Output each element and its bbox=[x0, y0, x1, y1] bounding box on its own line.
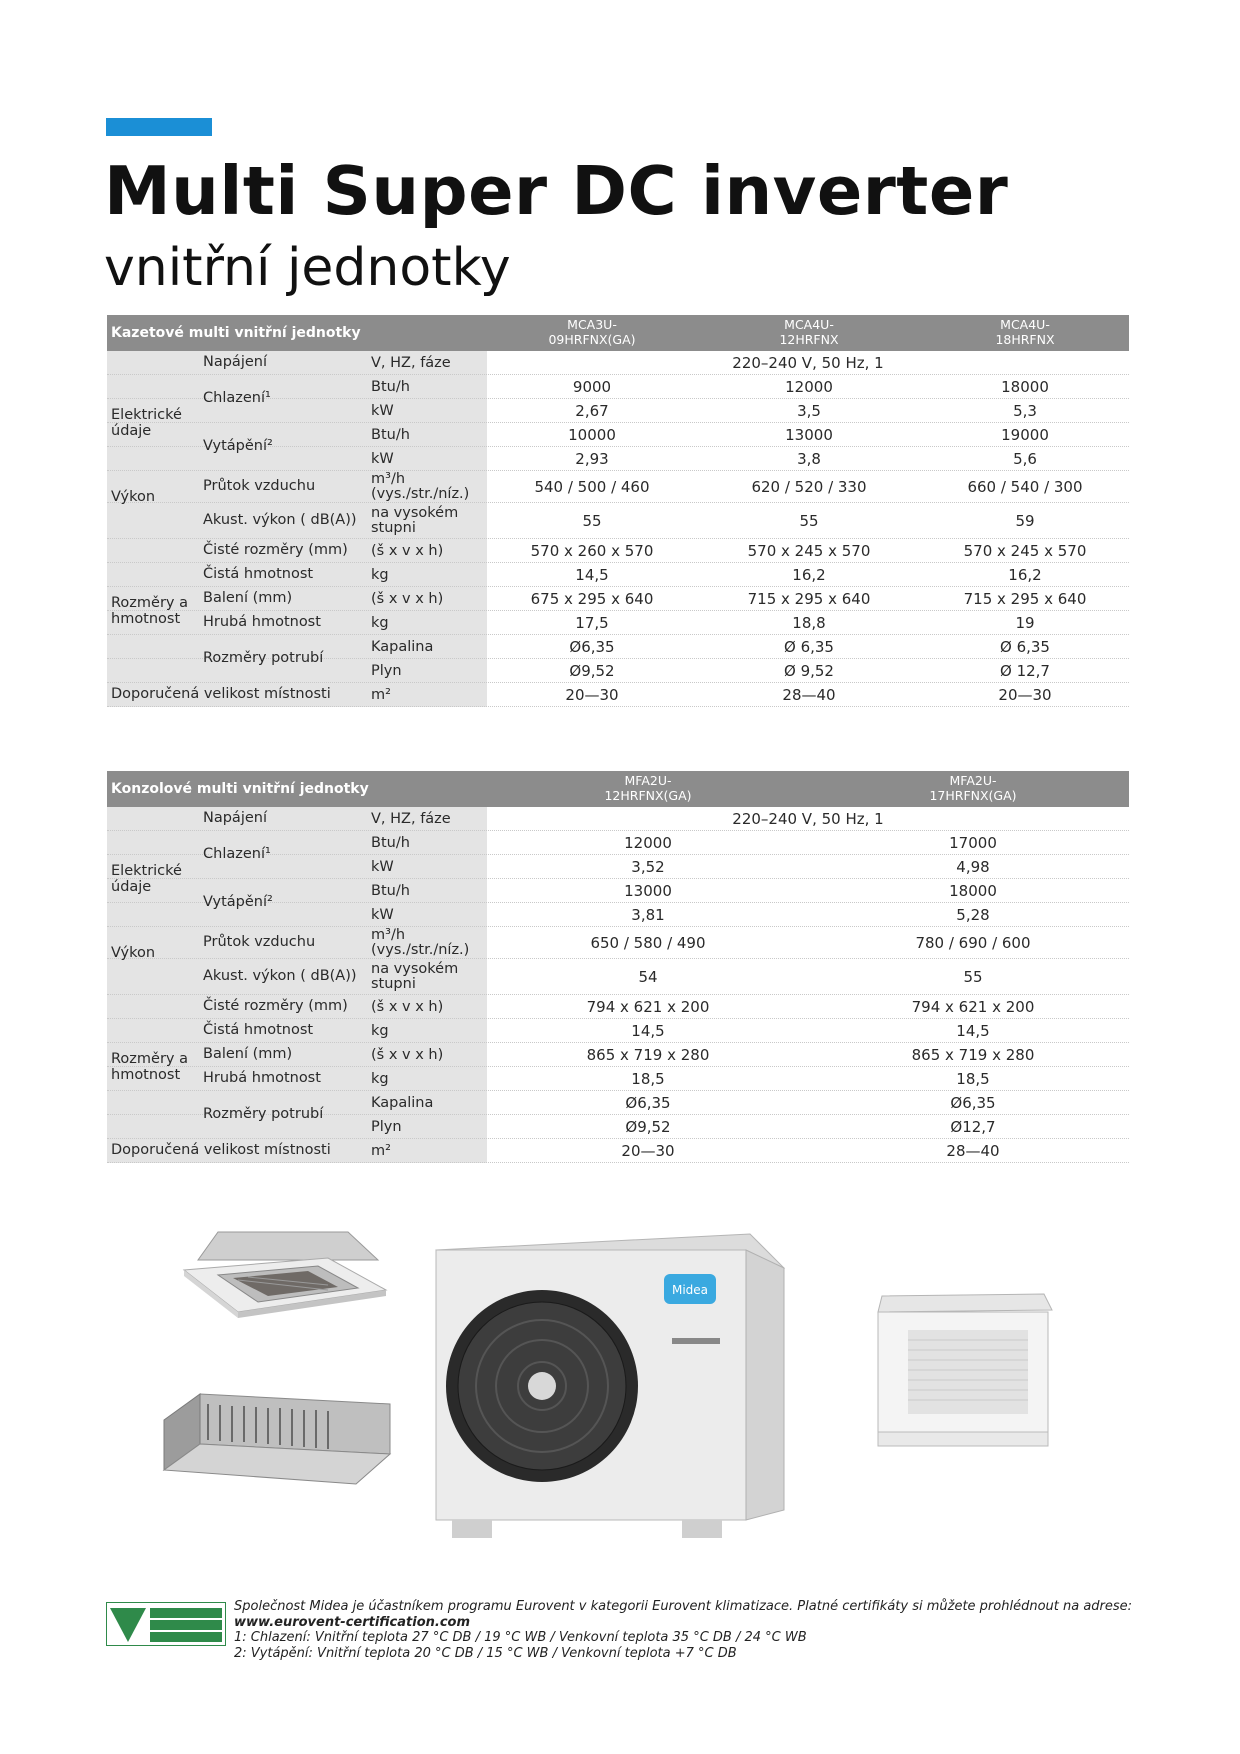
row-value: 13000 bbox=[624, 882, 672, 900]
row-unit: Btu/h bbox=[371, 834, 410, 851]
console-unit-image bbox=[868, 1290, 1058, 1452]
row-value: 18000 bbox=[949, 882, 997, 900]
row-group-label: Výkon bbox=[111, 489, 156, 505]
row-value: 28—40 bbox=[946, 1142, 1000, 1160]
table-row bbox=[107, 1067, 1129, 1091]
row-sublabel: Rozměry potrubí bbox=[203, 1106, 324, 1122]
row-value: 3,52 bbox=[631, 858, 665, 876]
row-unit: kW bbox=[371, 858, 394, 875]
row-value: 865 x 719 x 280 bbox=[586, 1046, 710, 1064]
table-row bbox=[107, 539, 1129, 563]
row-unit: (š x v x h) bbox=[371, 590, 444, 607]
row-sublabel: Rozměry potrubí bbox=[203, 650, 324, 666]
row-value: 55 bbox=[799, 512, 819, 530]
row-label: Balení (mm) bbox=[203, 1046, 293, 1062]
table-row bbox=[107, 807, 1129, 831]
row-value: 865 x 719 x 280 bbox=[911, 1046, 1035, 1064]
footer-note2: 2: Vytápění: Vnitřní teplota 20 °C DB / 15 °C WB / Venkovní teplota +7 °C DB bbox=[234, 1645, 737, 1661]
row-sublabel: Chlazení¹ bbox=[203, 846, 271, 862]
model-header: MFA2U- 17HRFNX(GA) bbox=[929, 773, 1017, 803]
model-header: MFA2U- 12HRFNX(GA) bbox=[604, 773, 692, 803]
row-unit: na vysokém stupni bbox=[371, 961, 459, 992]
row-unit: Kapalina bbox=[371, 638, 434, 655]
row-label: Čistá hmotnost bbox=[203, 566, 314, 582]
row-unit: kg bbox=[371, 1022, 389, 1039]
table-row bbox=[107, 1139, 1129, 1163]
row-sublabel: Vytápění² bbox=[203, 438, 273, 454]
footer-notes bbox=[234, 1599, 1132, 1661]
table-row bbox=[107, 959, 1129, 995]
row-value: 54 bbox=[638, 968, 658, 986]
svg-text:Midea: Midea bbox=[671, 1283, 709, 1297]
table-row bbox=[107, 587, 1129, 611]
row-unit: V, HZ, fáze bbox=[371, 354, 451, 371]
row-value: 220–240 V, 50 Hz, 1 bbox=[732, 810, 884, 828]
row-unit: Plyn bbox=[371, 662, 402, 679]
row-value: 12000 bbox=[785, 378, 833, 396]
model-header: MCA4U- 18HRFNX bbox=[995, 317, 1055, 347]
row-label: Doporučená velikost místnosti bbox=[111, 686, 331, 702]
page-subtitle: vnitřní jednotky bbox=[104, 238, 511, 298]
row-value: Ø9,52 bbox=[569, 662, 615, 680]
page-title: Multi Super DC inverter bbox=[104, 152, 1009, 230]
row-value: 715 x 295 x 640 bbox=[747, 590, 871, 608]
row-label: Průtok vzduchu bbox=[203, 478, 316, 494]
row-value: Ø 6,35 bbox=[784, 638, 834, 656]
row-unit: Btu/h bbox=[371, 882, 410, 899]
row-value: 14,5 bbox=[631, 1022, 665, 1040]
row-value: 780 / 690 / 600 bbox=[915, 934, 1031, 952]
row-value: 660 / 540 / 300 bbox=[967, 478, 1083, 496]
row-value: 4,98 bbox=[956, 858, 990, 876]
row-value: 650 / 580 / 490 bbox=[590, 934, 706, 952]
row-value: 20—30 bbox=[565, 686, 619, 704]
model-header: MCA4U- 12HRFNX bbox=[779, 317, 839, 347]
row-label: Čisté rozměry (mm) bbox=[203, 998, 348, 1014]
row-label: Akust. výkon ( dB(A)) bbox=[203, 968, 357, 984]
table-row bbox=[107, 471, 1129, 503]
row-unit: m² bbox=[371, 1142, 391, 1159]
row-value: 675 x 295 x 640 bbox=[530, 590, 654, 608]
row-value: 3,8 bbox=[797, 450, 821, 468]
row-unit: kg bbox=[371, 614, 389, 631]
row-value: 10000 bbox=[568, 426, 616, 444]
row-group-label: Výkon bbox=[111, 945, 156, 961]
row-value: 17,5 bbox=[575, 614, 609, 632]
row-value: 17000 bbox=[949, 834, 997, 852]
table-header-title: Kazetové multi vnitřní jednotky bbox=[111, 325, 361, 341]
row-value: 715 x 295 x 640 bbox=[963, 590, 1087, 608]
row-label: Doporučená velikost místnosti bbox=[111, 1142, 331, 1158]
row-value: 18,8 bbox=[792, 614, 826, 632]
table-row bbox=[107, 1019, 1129, 1043]
row-value: 570 x 245 x 570 bbox=[747, 542, 871, 560]
row-value: 2,93 bbox=[575, 450, 609, 468]
row-value: 20—30 bbox=[998, 686, 1052, 704]
row-group-label: Elektrické údaje bbox=[111, 407, 182, 439]
footer-note1: 1: Chlazení: Vnitřní teplota 27 °C DB / 19 °C WB / Venkovní teplota 35 °C DB / 24 °C WB bbox=[234, 1630, 807, 1645]
row-label: Průtok vzduchu bbox=[203, 934, 316, 950]
table-header-title: Konzolové multi vnitřní jednotky bbox=[111, 781, 369, 797]
row-label: Hrubá hmotnost bbox=[203, 614, 321, 630]
row-unit: (š x v x h) bbox=[371, 998, 444, 1015]
row-unit: kg bbox=[371, 566, 389, 583]
row-unit: m³/h (vys./str./níz.) bbox=[371, 927, 470, 958]
row-unit: (š x v x h) bbox=[371, 1046, 444, 1063]
row-value: 28—40 bbox=[782, 686, 836, 704]
row-value: 19000 bbox=[1001, 426, 1049, 444]
row-unit: (š x v x h) bbox=[371, 542, 444, 559]
table-row bbox=[107, 503, 1129, 539]
table-row bbox=[107, 683, 1129, 707]
table-header bbox=[107, 771, 1129, 807]
row-value: 5,28 bbox=[956, 906, 990, 924]
row-value: 12000 bbox=[624, 834, 672, 852]
row-value: Ø12,7 bbox=[950, 1118, 996, 1136]
row-value: 620 / 520 / 330 bbox=[751, 478, 867, 496]
footer-link[interactable]: www.eurovent-certification.com bbox=[234, 1614, 470, 1630]
row-value: Ø 9,52 bbox=[784, 662, 834, 680]
row-value: 18,5 bbox=[956, 1070, 990, 1088]
row-unit: Kapalina bbox=[371, 1094, 434, 1111]
row-value: 5,3 bbox=[1013, 402, 1037, 420]
row-value: 19 bbox=[1015, 614, 1035, 632]
row-value: Ø 12,7 bbox=[1000, 662, 1050, 680]
row-value: Ø9,52 bbox=[625, 1118, 671, 1136]
row-group-label: Rozměry a hmotnost bbox=[111, 595, 188, 627]
row-value: Ø6,35 bbox=[625, 1094, 671, 1112]
model-header: MCA3U- 09HRFNX(GA) bbox=[548, 317, 636, 347]
row-value: 540 / 500 / 460 bbox=[534, 478, 650, 496]
row-label: Napájení bbox=[203, 810, 267, 826]
row-value: Ø 6,35 bbox=[1000, 638, 1050, 656]
row-value: 18,5 bbox=[631, 1070, 665, 1088]
row-value: 794 x 621 x 200 bbox=[911, 998, 1035, 1016]
row-value: 570 x 260 x 570 bbox=[530, 542, 654, 560]
row-group-label: Elektrické údaje bbox=[111, 863, 182, 895]
outdoor-unit-image bbox=[432, 1228, 797, 1558]
row-value: 16,2 bbox=[792, 566, 826, 584]
row-value: 13000 bbox=[785, 426, 833, 444]
row-sublabel: Chlazení¹ bbox=[203, 390, 271, 406]
row-value: 9000 bbox=[572, 378, 612, 396]
table-body bbox=[107, 807, 1129, 1163]
row-label: Hrubá hmotnost bbox=[203, 1070, 321, 1086]
row-value: Ø6,35 bbox=[569, 638, 615, 656]
title-accent-bar bbox=[106, 118, 212, 136]
row-label: Napájení bbox=[203, 354, 267, 370]
row-value: 20—30 bbox=[621, 1142, 675, 1160]
row-value: Ø6,35 bbox=[950, 1094, 996, 1112]
row-sublabel: Vytápění² bbox=[203, 894, 273, 910]
duct-unit-image bbox=[160, 1390, 400, 1490]
eurovent-logo bbox=[106, 1602, 226, 1646]
row-unit: kW bbox=[371, 906, 394, 923]
row-value: 55 bbox=[963, 968, 983, 986]
table-row bbox=[107, 1043, 1129, 1067]
row-unit: Btu/h bbox=[371, 426, 410, 443]
row-unit: kW bbox=[371, 402, 394, 419]
cassette-unit-image bbox=[178, 1230, 390, 1340]
row-value: 2,67 bbox=[575, 402, 609, 420]
row-group-label: Rozměry a hmotnost bbox=[111, 1051, 188, 1083]
row-label: Akust. výkon ( dB(A)) bbox=[203, 512, 357, 528]
console-spec-table bbox=[107, 771, 1129, 1163]
row-unit: m³/h (vys./str./níz.) bbox=[371, 471, 470, 502]
row-label: Balení (mm) bbox=[203, 590, 293, 606]
row-value: 3,81 bbox=[631, 906, 665, 924]
row-label: Čisté rozměry (mm) bbox=[203, 542, 348, 558]
row-value: 794 x 621 x 200 bbox=[586, 998, 710, 1016]
row-unit: kg bbox=[371, 1070, 389, 1087]
row-unit: na vysokém stupni bbox=[371, 505, 459, 536]
cassette-spec-table bbox=[107, 315, 1129, 707]
row-value: 14,5 bbox=[956, 1022, 990, 1040]
footer-line1: Společnost Midea je účastníkem programu Eurovent v kategorii Eurovent klimatizace. Platné certifikáty si můžete prohlédnout na adrese: bbox=[234, 1599, 1133, 1614]
table-row bbox=[107, 995, 1129, 1019]
row-unit: Btu/h bbox=[371, 378, 410, 395]
row-value: 220–240 V, 50 Hz, 1 bbox=[732, 354, 884, 372]
row-value: 59 bbox=[1015, 512, 1035, 530]
row-value: 18000 bbox=[1001, 378, 1049, 396]
row-label: Čistá hmotnost bbox=[203, 1022, 314, 1038]
row-value: 55 bbox=[582, 512, 602, 530]
row-value: 14,5 bbox=[575, 566, 609, 584]
table-row bbox=[107, 563, 1129, 587]
row-value: 3,5 bbox=[797, 402, 821, 420]
table-header bbox=[107, 315, 1129, 351]
row-value: 16,2 bbox=[1008, 566, 1042, 584]
row-value: 5,6 bbox=[1013, 450, 1037, 468]
row-unit: Plyn bbox=[371, 1118, 402, 1135]
table-row bbox=[107, 351, 1129, 375]
row-unit: m² bbox=[371, 686, 391, 703]
table-row bbox=[107, 927, 1129, 959]
table-row bbox=[107, 611, 1129, 635]
row-unit: V, HZ, fáze bbox=[371, 810, 451, 827]
row-unit: kW bbox=[371, 450, 394, 467]
table-body bbox=[107, 351, 1129, 707]
row-value: 570 x 245 x 570 bbox=[963, 542, 1087, 560]
